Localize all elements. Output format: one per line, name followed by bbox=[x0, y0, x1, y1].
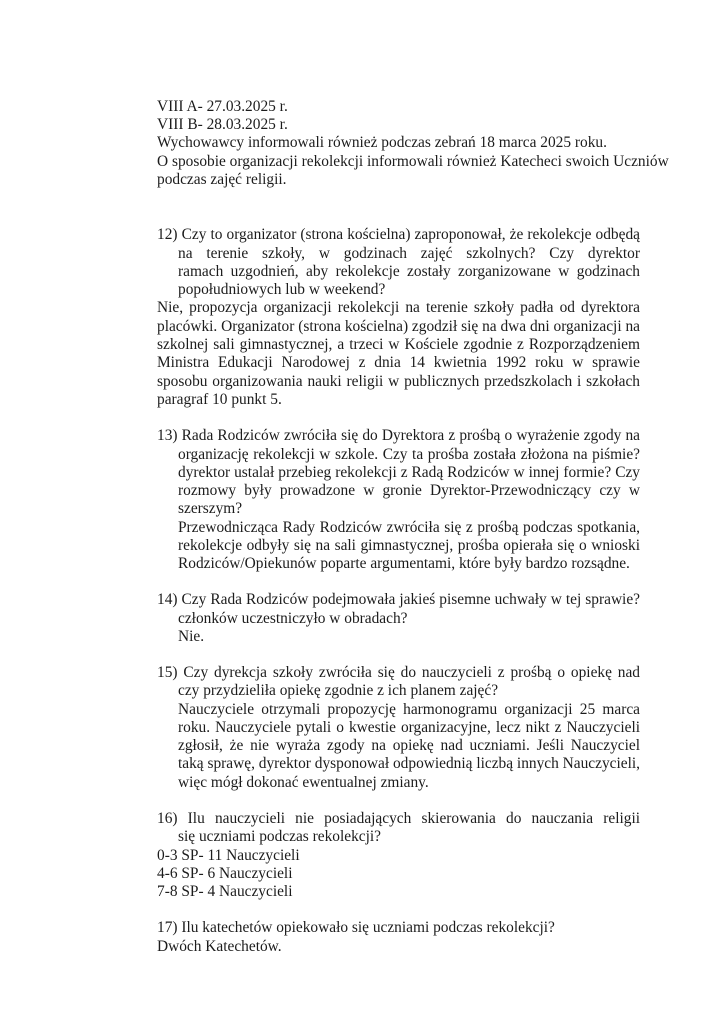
question-line: członków uczestniczyło w obradach? bbox=[178, 610, 408, 627]
answer-line: Przewodnicząca Rady Rodziców zwróciła się z prośbą podczas spotkania, bbox=[178, 519, 640, 536]
answer-line: Rodziców/Opiekunów poparte argumentami, które były bardzo rozsądne. bbox=[178, 555, 630, 572]
answer-line: sposobu organizowania nauki religii w publicznych przedszkolach i szkołach bbox=[157, 373, 640, 390]
answer-line: placówki. Organizator (strona kościelna) zgodził się na dwa dni organizacji na bbox=[157, 318, 640, 335]
question-line: 14) Czy Rada Rodziców podejmowała jakieś pisemne uchwały w tej sprawie? bbox=[157, 591, 640, 608]
question-line: się uczniami podczas rekolekcji? bbox=[178, 828, 381, 845]
question-line: ramach uzgodnień, aby rekolekcje zostały zorganizowane w godzinach bbox=[178, 263, 640, 280]
intro-line: VIII B- 28.03.2025 r. bbox=[157, 116, 288, 133]
question-line: popołudniowych lub w weekend? bbox=[178, 281, 386, 298]
intro-line: O sposobie organizacji rekolekcji informowali również Katecheci swoich Uczniów bbox=[157, 153, 669, 170]
answer-line: roku. Nauczyciele pytali o kwestie organizacyjne, lecz nikt z Nauczycieli bbox=[178, 719, 640, 736]
question-line: 12) Czy to organizator (strona kościelna) zaproponował, że rekolekcje odbędą bbox=[157, 226, 640, 243]
intro-line: Wychowawcy informowali również podczas zebrań 18 marca 2025 roku. bbox=[157, 134, 607, 151]
answer-line: paragraf 10 punkt 5. bbox=[157, 391, 282, 408]
question-line: na terenie szkoły, w godzinach zajęć szkolnych? Czy dyrektor bbox=[178, 245, 640, 262]
answer-line: 4-6 SP- 6 Nauczycieli bbox=[157, 865, 293, 882]
question-line: 17) Ilu katechetów opiekowało się uczniami podczas rekolekcji? bbox=[157, 919, 555, 936]
question-line: 13) Rada Rodziców zwróciła się do Dyrektora z prośbą o wyrażenie zgody na bbox=[157, 427, 640, 444]
answer-line: szkolnej sali gimnastycznej, a trzeci w Kościele zgodnie z Rozporządzeniem bbox=[157, 336, 640, 353]
answer-line: 7-8 SP- 4 Nauczycieli bbox=[157, 883, 293, 900]
answer-line: Nie, propozycja organizacji rekolekcji na terenie szkoły padła od dyrektora bbox=[157, 299, 640, 316]
question-line: szerszym? bbox=[178, 500, 243, 517]
answer-line: Nie. bbox=[178, 628, 205, 645]
intro-line: podczas zajęć religii. bbox=[157, 171, 287, 188]
answer-line: Dwóch Katechetów. bbox=[157, 938, 282, 955]
answer-line: 0-3 SP- 11 Nauczycieli bbox=[157, 847, 300, 864]
intro-line: VIII A- 27.03.2025 r. bbox=[157, 98, 288, 115]
answer-line: Nauczyciele otrzymali propozycję harmonogramu organizacji 25 marca bbox=[178, 701, 640, 718]
question-line: czy przydzieliła opiekę zgodnie z ich planem zajęć? bbox=[178, 682, 499, 699]
question-line: rozmowy były prowadzone w gronie Dyrektor-Przewodniczący czy w bbox=[178, 482, 640, 499]
question-line: 16) Ilu nauczycieli nie posiadających skierowania do nauczania religii bbox=[157, 810, 640, 827]
answer-line: zgłosił, że nie wyraża zgody na opiekę nad uczniami. Jeśli Nauczyciel bbox=[178, 737, 640, 754]
answer-line: taką sprawę, dyrektor dysponował odpowiednią liczbą innych Nauczycieli, bbox=[178, 755, 640, 772]
question-line: dyrektor ustalał przebieg rekolekcji z Radą Rodziców w innej formie? Czy bbox=[178, 464, 640, 481]
answer-line: więc mógł dokonać ewentualnej zmiany. bbox=[178, 774, 429, 791]
question-line: 15) Czy dyrekcja szkoły zwróciła się do nauczycieli z prośbą o opiekę nad bbox=[157, 664, 640, 681]
answer-line: rekolekcje odbyły się na sali gimnastycznej, prośba opierała się o wnioski bbox=[178, 537, 640, 554]
question-line: organizację rekolekcji w szkole. Czy ta prośba została złożona na piśmie? bbox=[178, 446, 640, 463]
answer-line: Ministra Edukacji Narodowej z dnia 14 kwietnia 1992 roku w sprawie bbox=[157, 354, 640, 371]
